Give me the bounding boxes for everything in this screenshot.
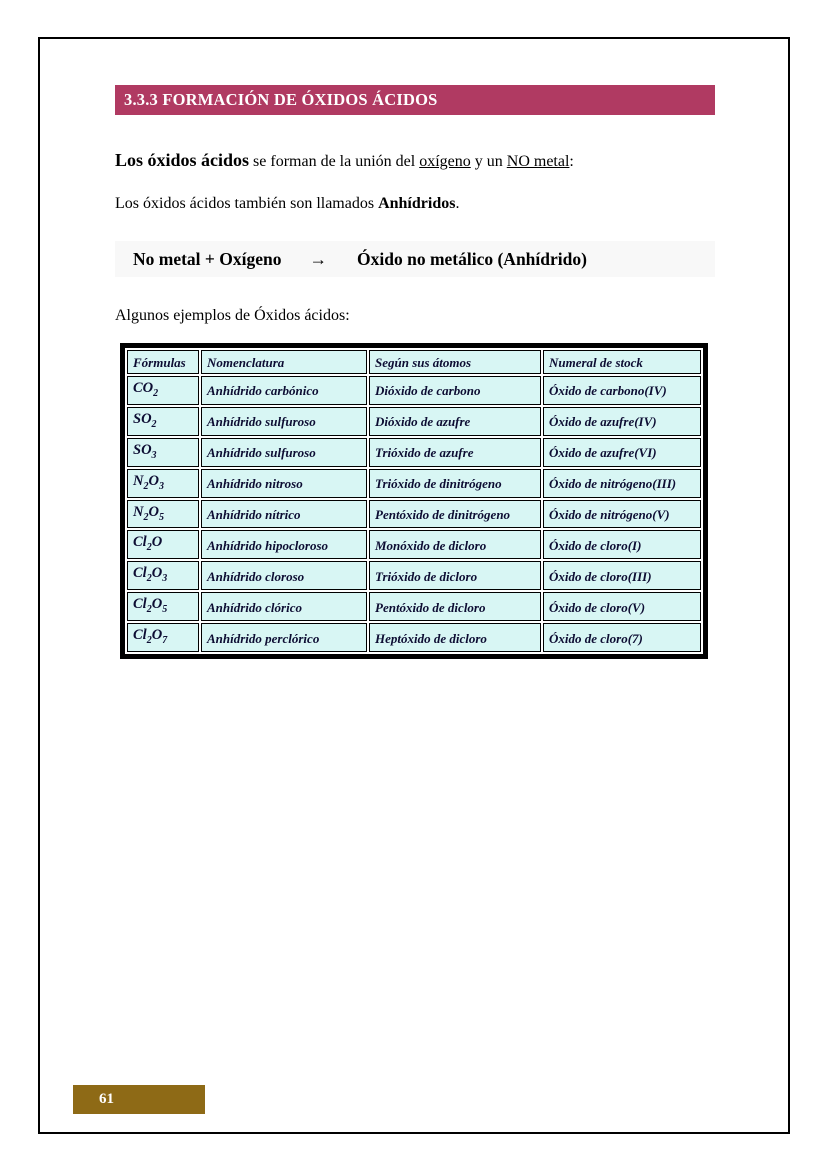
table-cell: Dióxido de carbono xyxy=(369,376,541,405)
table-cell: Anhídrido sulfuroso xyxy=(201,438,367,467)
table-cell: Heptóxido de dicloro xyxy=(369,623,541,652)
table-cell: Pentóxido de dicloro xyxy=(369,592,541,621)
intro-lead-bold: Los óxidos ácidos xyxy=(115,150,250,170)
table-row xyxy=(127,623,701,652)
table-header-cell: Fórmulas xyxy=(127,350,199,374)
page-content xyxy=(115,85,715,659)
examples-label: Algunos ejemplos de Óxidos ácidos: xyxy=(115,307,350,324)
table-cell: Dióxido de azufre xyxy=(369,407,541,436)
equation-right: Óxido no metálico (Anhídrido) xyxy=(357,249,587,269)
oxides-table-wrapper xyxy=(120,343,715,659)
table-cell: Anhídrido carbónico xyxy=(201,376,367,405)
table-cell: Óxido de carbono(IV) xyxy=(543,376,701,405)
table-cell: Óxido de nitrógeno(III) xyxy=(543,469,701,498)
formula-cell: $CO_2$ xyxy=(127,376,199,405)
formula-cell: $Cl_2O$ xyxy=(127,530,199,559)
arrow-icon: → xyxy=(309,249,327,269)
intro-paragraph xyxy=(115,149,715,173)
subtitle-text-2: . xyxy=(455,195,460,212)
intro-text-3: : xyxy=(569,153,574,170)
subtitle-text-1: Los óxidos ácidos también son llamados xyxy=(115,195,379,212)
table-cell: Trióxido de azufre xyxy=(369,438,541,467)
page-number: 61 xyxy=(99,1091,114,1107)
section-heading: 3.3.3 FORMACIÓN DE ÓXIDOS ÁCIDOS xyxy=(115,85,715,115)
table-cell: Anhídrido sulfuroso xyxy=(201,407,367,436)
table-cell: Monóxido de dicloro xyxy=(369,530,541,559)
intro-underline-oxigeno: oxígeno xyxy=(419,153,471,170)
table-cell: Óxido de cloro(7) xyxy=(543,623,701,652)
table-header-cell: Numeral de stock xyxy=(543,350,701,374)
table-cell: Anhídrido hipocloroso xyxy=(201,530,367,559)
subtitle-bold-anhidridos: Anhídridos xyxy=(378,195,456,212)
table-row xyxy=(127,500,701,529)
table-cell: Óxido de azufre(IV) xyxy=(543,407,701,436)
intro-underline-no-metal: NO metal xyxy=(506,153,570,170)
oxides-table-header-row xyxy=(127,350,701,374)
table-row xyxy=(127,530,701,559)
table-row xyxy=(127,407,701,436)
table-cell: Anhídrido nitroso xyxy=(201,469,367,498)
intro-text-2: y un xyxy=(470,153,507,170)
table-cell: Óxido de azufre(VI) xyxy=(543,438,701,467)
table-cell: Anhídrido cloroso xyxy=(201,561,367,590)
table-cell: Óxido de cloro(I) xyxy=(543,530,701,559)
equation-left: No metal + Oxígeno xyxy=(133,249,282,269)
formula-cell: $SO_3$ xyxy=(127,438,199,467)
table-cell: Trióxido de dicloro xyxy=(369,561,541,590)
table-cell: Trióxido de dinitrógeno xyxy=(369,469,541,498)
intro-text-1: se forman de la unión del xyxy=(249,153,420,170)
formula-cell: $SO_2$ xyxy=(127,407,199,436)
table-cell: Óxido de nitrógeno(V) xyxy=(543,500,701,529)
table-row xyxy=(127,438,701,467)
table-cell: Anhídrido clórico xyxy=(201,592,367,621)
table-cell: Anhídrido perclórico xyxy=(201,623,367,652)
table-cell: Óxido de cloro(III) xyxy=(543,561,701,590)
table-header-cell: Nomenclatura xyxy=(201,350,367,374)
table-cell: Anhídrido nítrico xyxy=(201,500,367,529)
formula-cell: $N_2O_5$ xyxy=(127,500,199,529)
table-row xyxy=(127,592,701,621)
formula-cell: $Cl_2O_5$ xyxy=(127,592,199,621)
formula-cell: $Cl_2O_7$ xyxy=(127,623,199,652)
oxides-table-body xyxy=(127,376,701,652)
oxides-table xyxy=(120,343,708,659)
table-row xyxy=(127,561,701,590)
table-cell: Pentóxido de dinitrógeno xyxy=(369,500,541,529)
subtitle-paragraph xyxy=(115,193,715,215)
page-number-badge xyxy=(73,1085,205,1114)
table-cell: Óxido de cloro(V) xyxy=(543,592,701,621)
table-header-cell: Según sus átomos xyxy=(369,350,541,374)
equation-box xyxy=(115,241,715,277)
formula-cell: $Cl_2O_3$ xyxy=(127,561,199,590)
table-row xyxy=(127,469,701,498)
table-row xyxy=(127,376,701,405)
formula-cell: $N_2O_3$ xyxy=(127,469,199,498)
